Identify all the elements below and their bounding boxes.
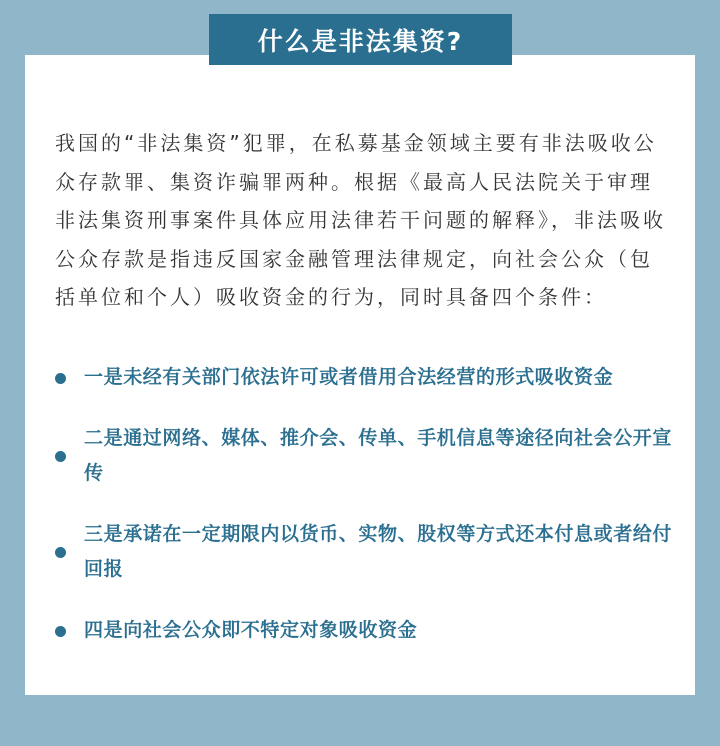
bullet-dot-icon bbox=[55, 451, 66, 462]
intro-paragraph: 我国的“非法集资”犯罪，在私募基金领域主要有非法吸收公众存款罪、集资诈骗罪两种。根据《最高人民法院关于审理非法集资刑事案件具体应用法律若干问题的解释》，非法吸收公众存款是指违反国家金融管理法律规定，向社会公众（包括单位和个人）吸收资金的行为，同时具备四个条件： bbox=[55, 131, 666, 309]
bullet-dot-icon bbox=[55, 547, 66, 558]
condition-item bbox=[55, 517, 675, 587]
page-title: 什么是非法集资? bbox=[209, 14, 512, 65]
condition-item bbox=[55, 613, 675, 648]
condition-text: 三是承诺在一定期限内以货币、实物、股权等方式还本付息或者给付回报 bbox=[84, 523, 673, 580]
condition-item bbox=[55, 360, 675, 395]
conditions-list bbox=[55, 360, 675, 648]
condition-text: 二是通过网络、媒体、推介会、传单、手机信息等途径向社会公开宣传 bbox=[84, 427, 673, 484]
bullet-dot-icon bbox=[55, 373, 66, 384]
condition-text: 四是向社会公众即不特定对象吸收资金 bbox=[84, 619, 418, 641]
condition-text: 一是未经有关部门依法许可或者借用合法经营的形式吸收资金 bbox=[84, 366, 614, 388]
condition-item bbox=[55, 421, 675, 491]
bullet-dot-icon bbox=[55, 626, 66, 637]
